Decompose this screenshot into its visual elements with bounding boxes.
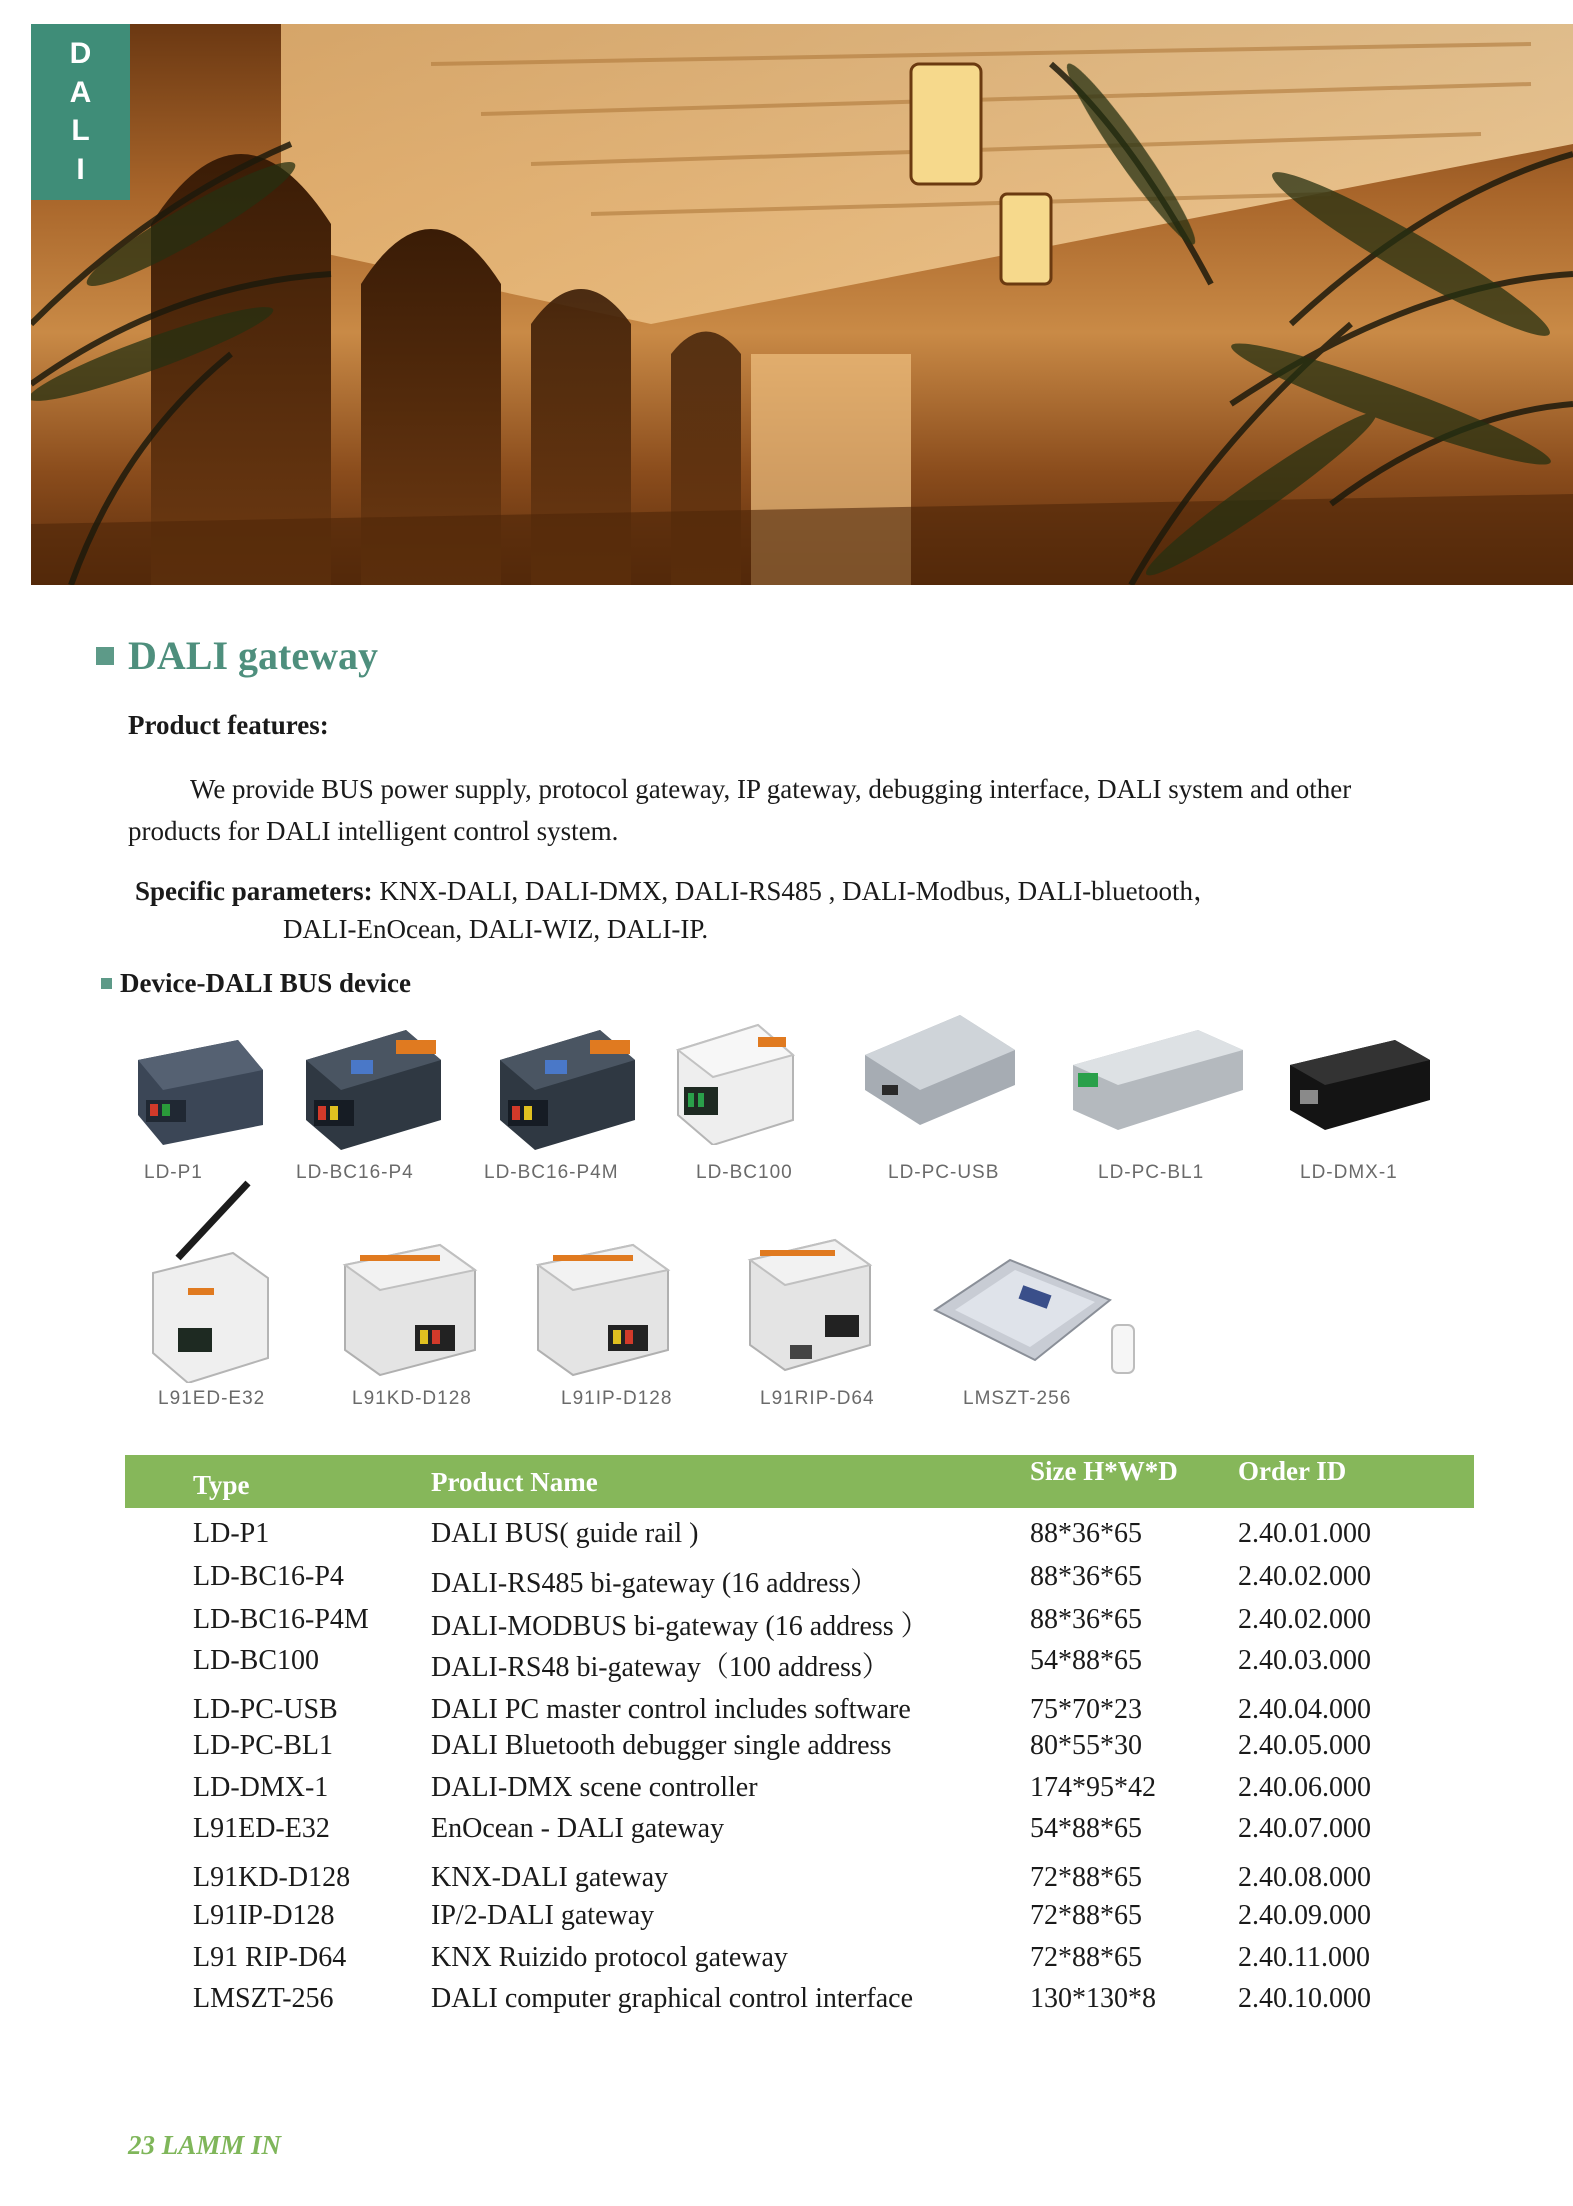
din-rail-module-white-icon: [533, 1240, 673, 1380]
table-row: [0, 1645, 1573, 1685]
specific-parameters-line2: DALI-EnOcean, DALI-WIZ, DALI-IP.: [283, 914, 709, 944]
cell-product-name: DALI-DMX scene controller: [431, 1772, 758, 1803]
square-bullet-icon: [96, 647, 114, 665]
cell-size: 72*88*65: [1030, 1900, 1142, 1931]
specific-parameters: [135, 872, 1220, 948]
column-header-size: Size H*W*D: [1030, 1456, 1178, 1486]
page-footer: 23 LAMM IN: [128, 2130, 282, 2160]
cell-size: 75*70*23: [1030, 1694, 1142, 1725]
cell-size: 72*88*65: [1030, 1862, 1142, 1893]
cell-product-name: DALI-RS48 bi-gateway（100 address）: [431, 1652, 890, 1683]
device-ld-pc-usb: [860, 1005, 1030, 1183]
column-header-type: Type: [193, 1470, 250, 1500]
cell-product-name: DALI Bluetooth debugger single address: [431, 1730, 892, 1761]
device-l91rip-d64: [745, 1235, 895, 1408]
table-row: [0, 1983, 1573, 2023]
din-rail-module-dark-icon: [296, 1020, 446, 1150]
cell-type: LD-BC16-P4M: [193, 1604, 369, 1635]
cell-order-id: 2.40.09.000: [1238, 1900, 1371, 1931]
din-rail-module-antenna-icon: [148, 1178, 278, 1383]
column-header-product-name: Product Name: [431, 1467, 598, 1497]
cell-type: LD-BC16-P4: [193, 1561, 344, 1592]
table-row: [0, 1900, 1573, 1940]
cell-size: 54*88*65: [1030, 1813, 1142, 1844]
cell-product-name: IP/2-DALI gateway: [431, 1900, 655, 1931]
cell-order-id: 2.40.10.000: [1238, 1983, 1371, 2014]
device-label: LMSZT-256: [963, 1388, 1072, 1409]
device-label: L91KD-D128: [352, 1388, 472, 1409]
cell-order-id: 2.40.04.000: [1238, 1694, 1371, 1725]
cell-type: LMSZT-256: [193, 1983, 334, 2014]
table-row: [0, 1813, 1573, 1853]
square-bullet-icon: [101, 978, 112, 989]
device-heading-text: Device-DALI BUS device: [120, 968, 411, 998]
touch-panel-with-remote-icon: [930, 1255, 1150, 1380]
cell-product-name: DALI-MODBUS bi-gateway (16 address ）: [431, 1611, 929, 1642]
table-row: [0, 1862, 1573, 1902]
dali-tab-letter: A: [69, 75, 92, 109]
cell-product-name: DALI computer graphical control interface: [431, 1983, 914, 2014]
cell-order-id: 2.40.01.000: [1238, 1518, 1371, 1549]
product-description: We provide BUS power supply, protocol gateway, IP gateway, debugging interface, DALI system and other products for DALI intelligent control system.: [128, 774, 1352, 846]
cell-product-name: KNX-DALI gateway: [431, 1862, 669, 1893]
device-label: LD-DMX-1: [1300, 1162, 1398, 1183]
dali-tab: [31, 24, 130, 200]
device-ld-dmx-1: [1285, 1035, 1445, 1183]
cell-order-id: 2.40.05.000: [1238, 1730, 1371, 1761]
device-ld-bc16-p4: [296, 1020, 456, 1183]
device-label: LD-BC16-P4: [296, 1162, 414, 1183]
cell-type: L91 RIP-D64: [193, 1942, 347, 1973]
cell-product-name: EnOcean - DALI gateway: [431, 1813, 725, 1844]
section-title-text: DALI gateway: [128, 633, 378, 678]
table-row: [0, 1604, 1573, 1644]
cell-size: 72*88*65: [1030, 1942, 1142, 1973]
device-ld-p1: [128, 1030, 268, 1183]
cell-order-id: 2.40.07.000: [1238, 1813, 1371, 1844]
bluetooth-box-silver-icon: [1068, 1025, 1248, 1135]
cell-product-name: DALI PC master control includes software: [431, 1694, 911, 1725]
device-label: L91RIP-D64: [760, 1388, 875, 1409]
specific-parameters-label: Specific parameters:: [135, 876, 373, 906]
table-row: [0, 1942, 1573, 1982]
usb-box-silver-icon: [860, 1005, 1020, 1125]
cell-size: 54*88*65: [1030, 1645, 1142, 1676]
device-lmszt-256: [930, 1255, 1150, 1408]
cell-product-name: DALI-RS485 bi-gateway (16 address）: [431, 1568, 879, 1599]
device-label: L91ED-E32: [158, 1388, 266, 1409]
device-label: LD-BC16-P4M: [484, 1162, 619, 1183]
device-l91ip-d128: [533, 1240, 683, 1408]
device-l91kd-d128: [340, 1240, 490, 1408]
cell-order-id: 2.40.08.000: [1238, 1862, 1371, 1893]
hero-hallway-illustration: [31, 24, 1573, 585]
table-row: [0, 1730, 1573, 1770]
din-rail-module-white-icon: [745, 1235, 875, 1375]
table-row: [0, 1694, 1573, 1734]
cell-type: L91IP-D128: [193, 1900, 335, 1931]
cell-size: 88*36*65: [1030, 1604, 1142, 1635]
dmx-box-black-icon: [1285, 1035, 1435, 1135]
device-label: LD-PC-USB: [888, 1162, 1000, 1183]
device-label: LD-P1: [144, 1162, 203, 1183]
cell-order-id: 2.40.03.000: [1238, 1645, 1371, 1676]
device-label: LD-BC100: [696, 1162, 793, 1183]
dali-tab-letter: L: [71, 114, 90, 148]
device-label: LD-PC-BL1: [1098, 1162, 1205, 1183]
cell-type: LD-PC-USB: [193, 1694, 338, 1725]
dali-tab-letter: I: [76, 153, 85, 187]
din-rail-module-dark-icon: [490, 1020, 640, 1150]
hero-banner: [31, 24, 1573, 585]
table-row: [0, 1518, 1573, 1558]
cell-order-id: 2.40.02.000: [1238, 1604, 1371, 1635]
cell-type: L91ED-E32: [193, 1813, 330, 1844]
dali-tab-letter: D: [69, 36, 92, 70]
din-rail-module-white-icon: [340, 1240, 480, 1380]
din-rail-module-dark-icon: [128, 1030, 268, 1145]
table-row: [0, 1772, 1573, 1812]
device-label: L91IP-D128: [561, 1388, 673, 1409]
table-row: [0, 1561, 1573, 1601]
device-ld-bc16-p4m: [484, 1020, 650, 1183]
cell-size: 80*55*30: [1030, 1730, 1142, 1761]
cell-product-name: KNX Ruizido protocol gateway: [431, 1942, 788, 1973]
cell-type: LD-DMX-1: [193, 1772, 329, 1803]
column-header-order-id: Order ID: [1238, 1456, 1347, 1486]
specific-parameters-line1: KNX-DALI, DALI-DMX, DALI-RS485 , DALI-Modbus, DALI-bluetooth，: [372, 876, 1221, 906]
device-l91ed-e32: [148, 1178, 278, 1408]
cell-size: 88*36*65: [1030, 1518, 1142, 1549]
section-title: [96, 632, 378, 679]
product-features-label: Product features:: [128, 710, 329, 740]
device-heading: [101, 968, 411, 999]
cell-order-id: 2.40.06.000: [1238, 1772, 1371, 1803]
cell-type: LD-BC100: [193, 1645, 319, 1676]
cell-product-name: DALI BUS( guide rail ): [431, 1518, 699, 1549]
device-ld-pc-bl1: [1068, 1025, 1248, 1183]
cell-size: 174*95*42: [1030, 1772, 1156, 1803]
device-ld-bc100: [668, 1015, 808, 1183]
cell-order-id: 2.40.02.000: [1238, 1561, 1371, 1592]
din-rail-module-white-icon: [668, 1015, 798, 1145]
cell-type: L91KD-D128: [193, 1862, 351, 1893]
cell-size: 88*36*65: [1030, 1561, 1142, 1592]
cell-type: LD-PC-BL1: [193, 1730, 333, 1761]
cell-type: LD-P1: [193, 1518, 270, 1549]
cell-size: 130*130*8: [1030, 1983, 1156, 2014]
cell-order-id: 2.40.11.000: [1238, 1942, 1370, 1973]
